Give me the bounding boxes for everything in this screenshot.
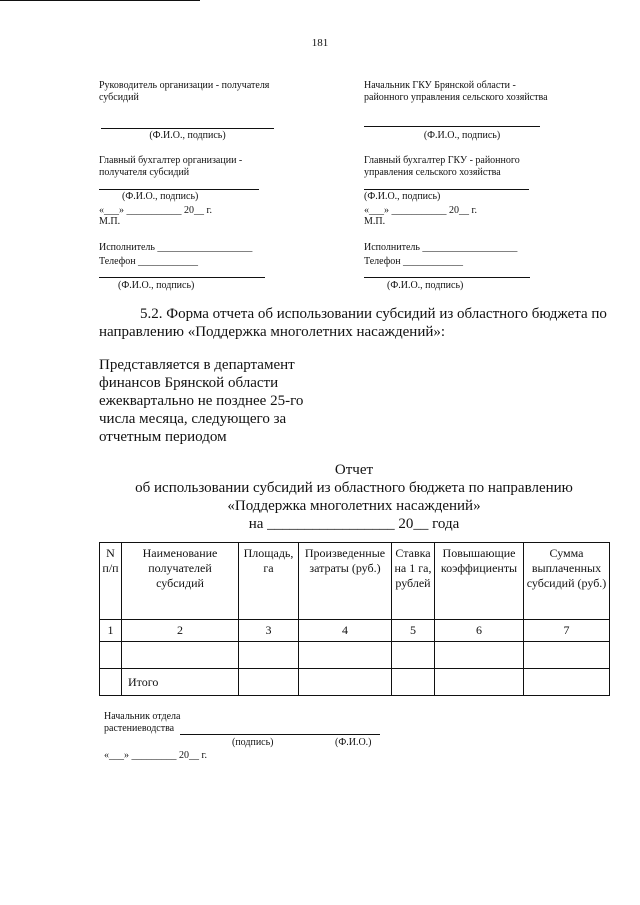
table-cell: [392, 669, 435, 696]
report-title-heading: Отчет: [334, 462, 374, 478]
column-number: 7: [524, 620, 610, 642]
table-cell: [299, 669, 392, 696]
report-table: [99, 542, 610, 696]
right-accountant-title: Главный бухгалтер ГКУ - районного управления сельского хозяйства: [364, 155, 520, 178]
left-executor: Исполнитель ___________________: [99, 242, 253, 253]
table-cell: [435, 669, 524, 696]
table-cell: [435, 642, 524, 669]
total-label: Итого: [122, 669, 239, 696]
table-row: [100, 642, 610, 669]
footer-sign-line: [180, 734, 380, 735]
column-number: 2: [122, 620, 239, 642]
footer-head-line1: Начальник отдела: [104, 711, 181, 722]
left-head-title: Руководитель организации - получателя субсидий: [99, 80, 270, 103]
section-heading-line2: направлению «Поддержка многолетних насаждений»:: [99, 324, 446, 340]
header-cell-rate: Ставка на 1 га, рублей: [392, 543, 435, 620]
header-cell-coefficients: Повышающие коэффициенты: [435, 543, 524, 620]
submission-note-line: ежеквартально не позднее 25-го: [99, 393, 304, 409]
right-accountant-date: «___» ___________ 20__ г.: [364, 205, 477, 216]
table-cell: [392, 642, 435, 669]
header-cell-costs: Произведенные затраты (руб.): [299, 543, 392, 620]
report-title-period: на _________________ 20__ года: [248, 516, 460, 532]
right-phone: Телефон ____________: [364, 256, 464, 267]
table-header-row: [100, 543, 610, 620]
submission-note-line: Представляется в департамент: [99, 357, 295, 373]
table-number-row: [100, 620, 610, 642]
left-head-sign-line: [101, 128, 274, 129]
footer-head-line2: растениеводства: [104, 723, 175, 734]
table-cell: [122, 642, 239, 669]
table-cell: [524, 642, 610, 669]
left-stamp-mark: М.П.: [99, 216, 121, 227]
page-number: 181: [311, 37, 329, 49]
left-accountant-date: «___» ___________ 20__ г.: [99, 205, 212, 216]
right-accountant-sign-line: [364, 189, 529, 190]
report-title-direction: «Поддержка многолетних насаждений»: [227, 498, 481, 514]
right-stamp-mark: М.П.: [364, 216, 386, 227]
table-cell: [100, 642, 122, 669]
left-phone: Телефон ____________: [99, 256, 199, 267]
left-accountant-sign-line: [99, 189, 259, 190]
submission-note: [99, 356, 359, 446]
right-head-sign-line: [364, 126, 540, 127]
left-accountant-title: Главный бухгалтер организации - получателя субсидий: [99, 155, 243, 178]
right-executor: Исполнитель ___________________: [364, 242, 518, 253]
right-head-caption: (Ф.И.О., подпись): [423, 130, 501, 141]
column-number: 6: [435, 620, 524, 642]
submission-note-line: отчетным периодом: [99, 429, 227, 445]
footer-caption-sign: (подпись): [232, 737, 274, 748]
header-cell-area: Площадь, га: [239, 543, 299, 620]
header-cell-paid-sum: Сумма выплаченных субсидий (руб.): [524, 543, 610, 620]
footer-date: «___» _________ 20__ г.: [104, 750, 207, 761]
table-cell: [524, 669, 610, 696]
footer-caption-name: (Ф.И.О.): [335, 737, 372, 748]
left-executor-sign-line: [99, 277, 265, 278]
column-number: 1: [100, 620, 122, 642]
left-head-caption: (Ф.И.О., подпись): [149, 130, 226, 141]
report-title: [99, 461, 609, 533]
table-cell: [100, 669, 122, 696]
right-head-title: Начальник ГКУ Брянской области - районного управления сельского хозяйства: [364, 80, 548, 103]
table-total-row: [100, 669, 610, 696]
top-edge-rule: [0, 0, 200, 1]
header-cell-recipients: Наименование получателей субсидий: [122, 543, 239, 620]
right-executor-sign-line: [364, 277, 530, 278]
table-cell: [299, 642, 392, 669]
section-heading-line1: 5.2. Форма отчета об использовании субсидий из областного бюджета по: [140, 306, 607, 322]
report-title-subject: об использовании субсидий из областного бюджета по направлению: [135, 480, 573, 496]
table-cell: [239, 669, 299, 696]
column-number: 5: [392, 620, 435, 642]
table-cell: [239, 642, 299, 669]
left-accountant-caption: (Ф.И.О., подпись): [122, 191, 199, 202]
column-number: 4: [299, 620, 392, 642]
column-number: 3: [239, 620, 299, 642]
left-executor-caption: (Ф.И.О., подпись): [118, 280, 195, 291]
header-cell-number: N п/п: [100, 543, 122, 620]
right-executor-caption: (Ф.И.О., подпись): [387, 280, 464, 291]
submission-note-line: финансов Брянской области: [99, 375, 279, 391]
submission-note-line: числа месяца, следующего за: [99, 411, 287, 427]
right-accountant-caption: (Ф.И.О., подпись): [364, 191, 441, 202]
